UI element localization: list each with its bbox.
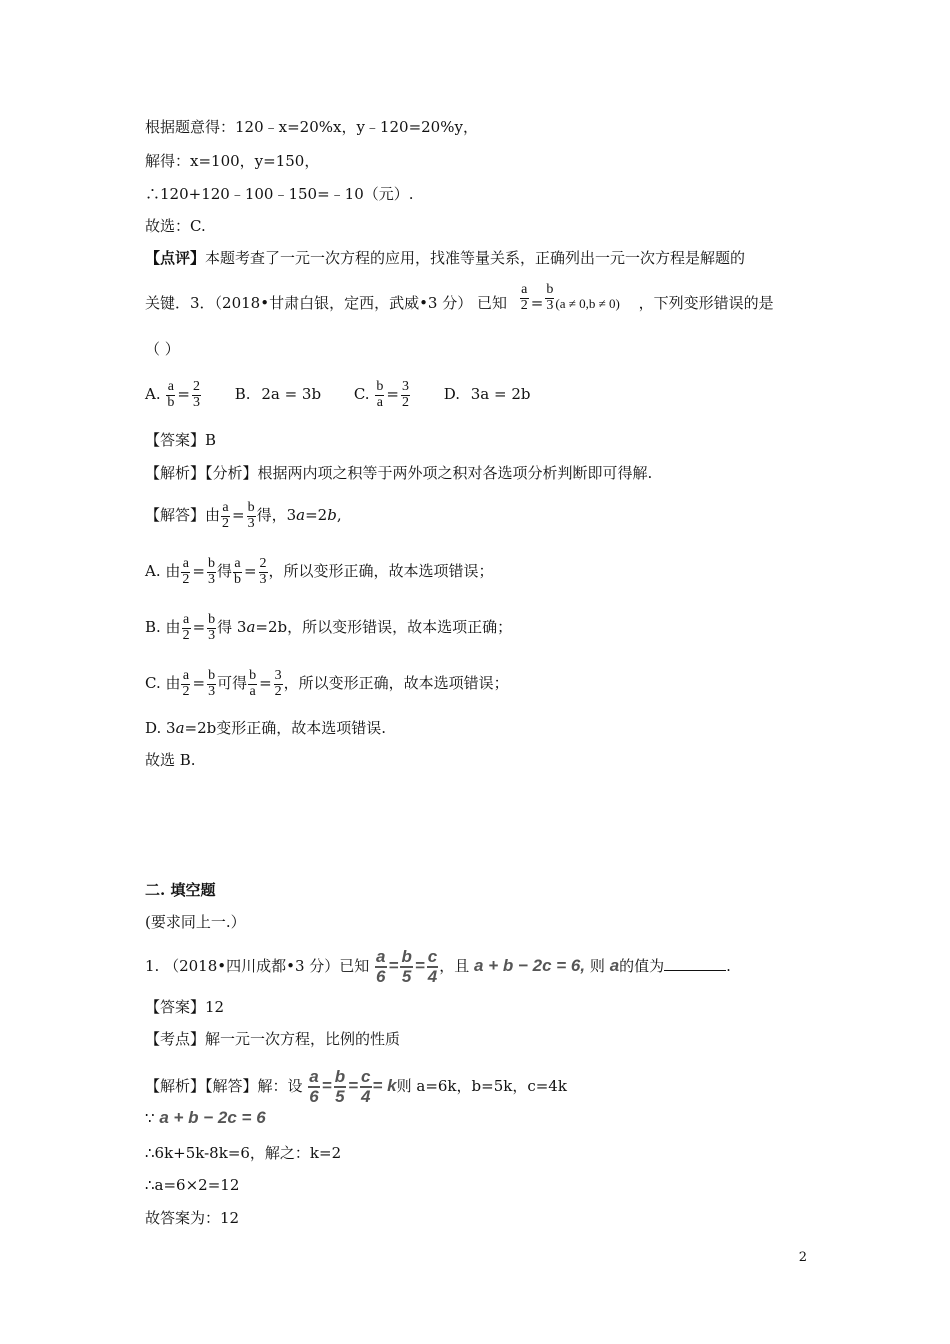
final-answer: 故答案为：12 — [145, 1209, 240, 1227]
solution-a: A. 由 $\frac{a}{2}$ = $\frac{b}{3}$ 得 $\frac{a}{b}$ = $\frac{2}{3}$ ，所以变形正确，故本选项错误； — [145, 555, 494, 587]
section-title: 二. 填空题 — [145, 881, 216, 899]
q3-suffix: ，下列变形错误的是 — [638, 294, 774, 312]
step-line: ∴a=6×2=12 — [145, 1176, 240, 1194]
fraction-b-3: $\frac{b}{3}$ — [247, 499, 255, 531]
text-line: ∴120+120﹣100﹣150=﹣10（元）. — [145, 185, 414, 203]
answer-line: 【答案】12 — [145, 998, 225, 1016]
text-line: 故选：C. — [145, 217, 206, 235]
step-line: ∴6k+5k-8k=6，解之：k=2 — [145, 1144, 342, 1162]
option-b-label: B. — [234, 385, 251, 403]
solution-c: C. 由 $\frac{a}{2}$ = $\frac{b}{3}$ 可得 $\frac{b}{a}$ = $\frac{3}{2}$ ，所以变形正确，故本选项错误； — [145, 667, 509, 699]
fraction-b-3: $\frac{b}{3}$ — [546, 282, 554, 313]
comment-text: 本题考查了一元一次方程的应用，找准等量关系，正确列出一元一次方程是解题的 — [205, 249, 746, 267]
section-note: (要求同上一.） — [145, 913, 246, 931]
option-a-label: A. — [145, 385, 161, 403]
option-c-left: $\frac{b}{a}$ — [376, 378, 384, 410]
q3-condition: (a ≠ 0,b ≠ 0) — [555, 296, 620, 311]
answer-line: 【答案】B — [145, 431, 217, 449]
question-3: 关键．3．（2018•甘肃白银，定西，武威•3 分） 已知 $\frac{a}{2}$ = $\frac{b}{3}$ (a ≠ 0,b ≠ 0) ，下列变形错误的是 — [145, 282, 774, 313]
solution-line: 【解答】由 $\frac{a}{2}$ = $\frac{b}{3}$ 得，3a=2b, — [145, 499, 342, 531]
q3-prefix: 关键．3．（2018•甘肃白银，定西，武威•3 分） 已知 — [145, 294, 507, 312]
options-row: A. $\frac{a}{b}$ = $\frac{2}{3}$ B. 2a = 3b C. $\frac{b}{a}$ = $\frac{3}{2}$ D. 3a = 2b — [145, 378, 531, 410]
page-number: 2 — [798, 1250, 807, 1265]
final-choice: 故选 B. — [145, 751, 196, 769]
option-c-right: $\frac{3}{2}$ — [401, 378, 409, 410]
option-d-eq: 3a = 2b — [470, 385, 531, 403]
fraction-a-2: $\frac{a}{2}$ — [222, 499, 230, 531]
q3-paren: （ ） — [145, 340, 180, 358]
text-line: 解得：x=100，y=150， — [145, 152, 320, 170]
kaodian-line: 【考点】解一元一次方程，比例的性质 — [145, 1030, 401, 1048]
comment-line — [145, 248, 745, 268]
because-line: ∵ a + b − 2c = 6 — [145, 1108, 266, 1127]
fill-solution: 【解析】【解答】解：设 $\frac{a}{6}$ = $\frac{b}{5}$ = $\frac{c}{4}$ = k则 a=6k，b=5k，c=4k — [145, 1067, 567, 1106]
option-c-label: C. — [353, 385, 370, 403]
option-a-left: $\frac{a}{b}$ — [167, 378, 175, 410]
text-line: 根据题意得：120﹣x=20%x，y﹣120=20%y， — [145, 118, 478, 136]
fill-question-1: 1. （2018•四川成都•3 分）已知 $\frac{a}{6}$ = $\frac{b}{5}$ = $\frac{c}{4}$ ，且 a + b − 2c = 6, 则 a的值为 . — [145, 947, 731, 986]
comment-tag: 【点评】 — [145, 249, 206, 267]
solution-d: D. 3a=2b变形正确，故本选项错误. — [145, 719, 387, 737]
option-d-label: D. — [443, 385, 460, 403]
option-a-right: $\frac{2}{3}$ — [192, 378, 200, 410]
solution-b: B. 由 $\frac{a}{2}$ = $\frac{b}{3}$ 得 3a=2b，所以变形错误，故本选项正确； — [145, 611, 513, 643]
fraction-a-2: $\frac{a}{2}$ — [520, 282, 528, 313]
option-b-eq: 2a = 3b — [261, 385, 322, 403]
analysis-line: 【解析】【分析】根据两内项之积等于两外项之积对各选项分析判断即可得解. — [145, 464, 653, 482]
answer-blank — [664, 956, 726, 971]
